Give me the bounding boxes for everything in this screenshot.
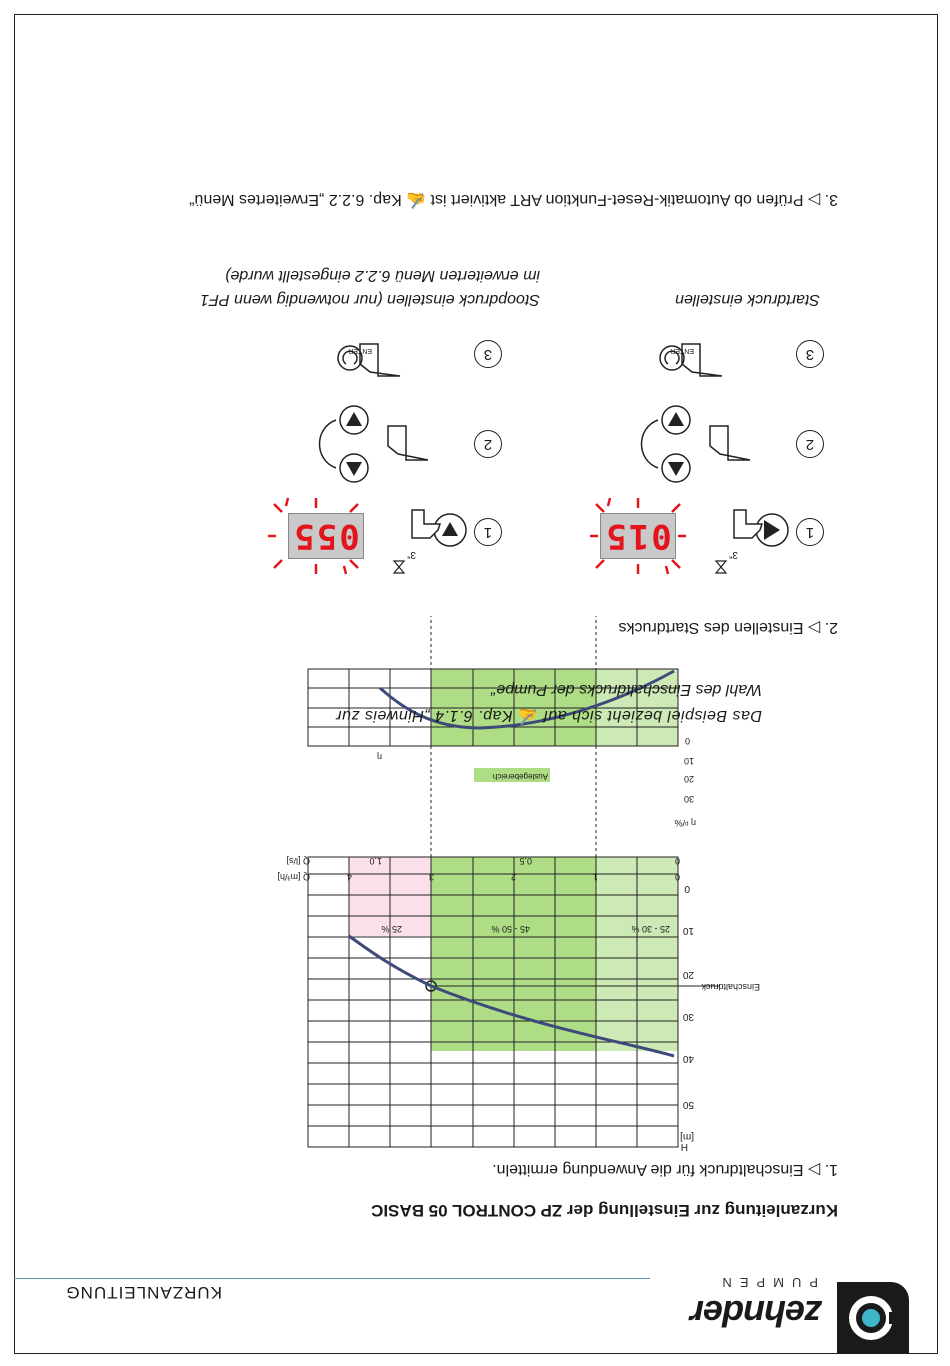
hand-press-down-icon: [408, 502, 468, 558]
q-tick-m3h-4: 4: [346, 872, 352, 882]
step-number-3: 3: [796, 340, 824, 368]
enter-label-right: ENTER: [348, 347, 372, 354]
q-tick-ls-05: 0,5: [519, 856, 532, 866]
step-number-2: 2: [796, 430, 824, 458]
h-axis-label: H: [680, 1141, 688, 1152]
h-tick-20: 20: [682, 969, 694, 980]
q-tick-m3h-3: 3: [428, 872, 434, 882]
enter-label-left: ENTER: [670, 347, 694, 354]
zone-label-45-50: 45 - 50 %: [491, 924, 530, 934]
step-3: 3. ▷ Prüfen ob Automatik-Reset-Funktion ART aktiviert ist ✍ Kap. 6.2.2 „Erweitertes Menü“: [189, 191, 838, 208]
step-number-2: 2: [474, 430, 502, 458]
zone-label-25: 25 %: [381, 924, 402, 934]
h-tick-10: 10: [682, 925, 694, 936]
logo-circle-icon: [837, 1282, 909, 1354]
display-stoopdruck: [288, 513, 364, 559]
auslegebereich-label: Auslegebereich: [492, 772, 548, 781]
step-number-1: 1: [474, 518, 502, 546]
brand-name: zehnder: [690, 1293, 822, 1334]
note-line-1: Das Beispiel bezieht sich auf ✍ Kap. 6.1.4 „Hinweis zur: [335, 707, 762, 724]
q-tick-m3h-1: 1: [592, 872, 598, 882]
brand-logo: [837, 1282, 909, 1354]
zone-label-25-30: 25 - 30 %: [631, 924, 670, 934]
step-1: 1. ▷ Einschaltdruck für die Anwendung ermitteln.: [492, 1161, 838, 1178]
caption-stoopdruck-2: im erweiterten Menü 6.2.2 eingestellt wurde): [225, 267, 540, 284]
q-tick-m3h-2: 2: [510, 872, 516, 882]
q-unit-m3h: Q [m³/h]: [277, 872, 310, 882]
header-divider: [14, 1278, 650, 1279]
hold-time-left: 3“: [729, 549, 738, 560]
caption-stoopdruck-1: Stoopdruck einstellen (nur notwendig wenn PF1: [200, 291, 540, 308]
display-value: 055: [292, 516, 360, 556]
h-tick-40: 40: [682, 1053, 694, 1064]
hand-icon: [382, 416, 432, 466]
eta-tick-20: 20: [683, 774, 694, 784]
hand-enter-icon: [334, 332, 404, 382]
eta-curve-label: η: [376, 752, 382, 762]
hand-icon: [704, 416, 754, 466]
step-number-3: 3: [474, 340, 502, 368]
eta-tick-30: 30: [683, 794, 694, 804]
hand-enter-icon: [656, 332, 726, 382]
hand-press-up-icon: [730, 502, 790, 558]
note-line-2: Wahl des Einschaltdrucks der Pumpe“: [491, 681, 762, 698]
display-value: 015: [604, 516, 672, 556]
h-tick-0: 0: [684, 883, 690, 894]
q-tick-ls-10: 1,0: [369, 856, 382, 866]
section-title: KURZANLEITUNG: [65, 1283, 222, 1302]
hourglass-icon: [714, 560, 728, 574]
eta-tick-0: 0: [684, 736, 690, 746]
h-axis-unit: [m]: [680, 1131, 694, 1142]
einschaltdruck-label: Einschaltdruck: [701, 982, 760, 992]
brand-subtitle: PUMPEN: [714, 1275, 818, 1290]
q-tick-ls-0: 0: [674, 856, 680, 866]
step-number-1: 1: [796, 518, 824, 546]
display-startdruck: [600, 513, 676, 559]
caption-startdruck: Startdruck einstellen: [675, 291, 820, 308]
h-tick-30: 30: [682, 1011, 694, 1022]
step-2: 2. ▷ Einstellen des Startdrucks: [618, 619, 838, 636]
hold-time-right: 3“: [407, 549, 416, 560]
q-unit-ls: Q [l/s]: [286, 856, 310, 866]
h-tick-50: 50: [682, 1099, 694, 1110]
hourglass-icon: [392, 560, 406, 574]
page-title: Kurzanleitung zur Einstellung der ZP CONTROL 05 BASIC: [371, 1201, 838, 1220]
q-tick-m3h-0: 0: [674, 872, 680, 882]
eta-axis-label: η ᵖ/%: [674, 818, 696, 828]
eta-tick-10: 10: [683, 756, 694, 766]
